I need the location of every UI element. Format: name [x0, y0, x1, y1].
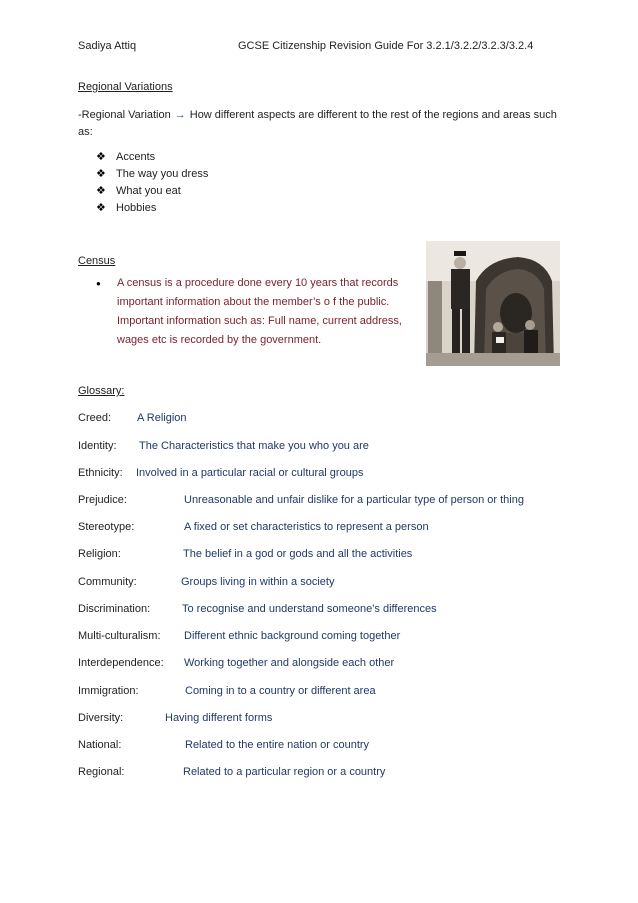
glossary-heading: Glossary: [78, 385, 125, 397]
arrow-right-icon: → [174, 109, 186, 121]
glossary-definition: The Characteristics that make you who you are [139, 440, 369, 452]
list-item [96, 200, 208, 217]
glossary-term: Identity: [78, 440, 117, 452]
glossary-definition: Involved in a particular racial or cultural groups [136, 467, 364, 479]
diamond-bullet-icon: ❖ [96, 168, 106, 180]
glossary-term: Prejudice: [78, 494, 127, 506]
list-item [96, 166, 208, 183]
census-heading: Census [78, 255, 116, 267]
list-item [96, 183, 208, 200]
census-text: A census is a procedure done every 10 years that records important information about the member’s o f the public. Important information such as: Full name, current address, wages etc is recorded by the government. [117, 277, 402, 346]
round-bullet-icon: ● [96, 279, 101, 288]
glossary-term: Diversity: [78, 712, 124, 724]
diamond-bullet-icon: ❖ [96, 151, 106, 163]
regional-variation-text: How different aspects are different to the rest of the regions and areas such as: [78, 109, 557, 138]
diamond-bullet-icon: ❖ [96, 185, 106, 197]
glossary-term: Stereotype: [78, 521, 135, 533]
glossary-definition: Related to the entire nation or country [185, 739, 370, 751]
header-title: GCSE Citizenship Revision Guide For 3.2.1/3.2.2/3.2.3/3.2.4 [238, 40, 534, 52]
glossary-term: Religion: [78, 548, 121, 560]
list-item-label: What you eat [116, 185, 181, 197]
glossary-term: Ethnicity: [78, 467, 123, 479]
glossary-definition: Related to a particular region or a country [183, 766, 386, 778]
glossary-term: Multi-culturalism: [78, 630, 161, 642]
regional-variation-description [78, 107, 560, 141]
glossary-term: Creed: [78, 412, 112, 424]
glossary-definition: Groups living in within a society [181, 576, 335, 588]
diamond-bullet-icon: ❖ [96, 202, 106, 214]
regional-variations-heading: Regional Variations [78, 81, 173, 93]
glossary-term: Discrimination: [78, 603, 151, 615]
glossary-term: National: [78, 739, 122, 751]
glossary-definition: Different ethnic background coming together [184, 630, 401, 642]
glossary-term: Regional: [78, 766, 125, 778]
header-author: Sadiya Attiq [78, 40, 137, 52]
glossary-definition: A fixed or set characteristics to represent a person [184, 521, 429, 533]
list-item [96, 149, 208, 166]
list-item-label: Accents [116, 151, 156, 163]
glossary-term: Immigration: [78, 685, 139, 697]
regional-variation-list [96, 149, 208, 217]
glossary-term: Community: [78, 576, 137, 588]
list-item-label: Hobbies [116, 202, 157, 214]
regional-variation-prefix: -Regional Variation [78, 109, 171, 121]
glossary-definition: A Religion [137, 412, 187, 424]
glossary-definition: Coming in to a country or different area [185, 685, 376, 697]
glossary-definition: The belief in a god or gods and all the activities [183, 548, 413, 560]
glossary-definition: Working together and alongside each other [184, 657, 395, 669]
list-item-label: The way you dress [116, 168, 209, 180]
glossary-definition: Unreasonable and unfair dislike for a particular type of person or thing [184, 494, 524, 506]
glossary-term: Interdependence: [78, 657, 164, 669]
census-photo [426, 241, 560, 366]
glossary-definition: To recognise and understand someone’s differences [182, 603, 437, 615]
glossary-definition: Having different forms [165, 712, 273, 724]
